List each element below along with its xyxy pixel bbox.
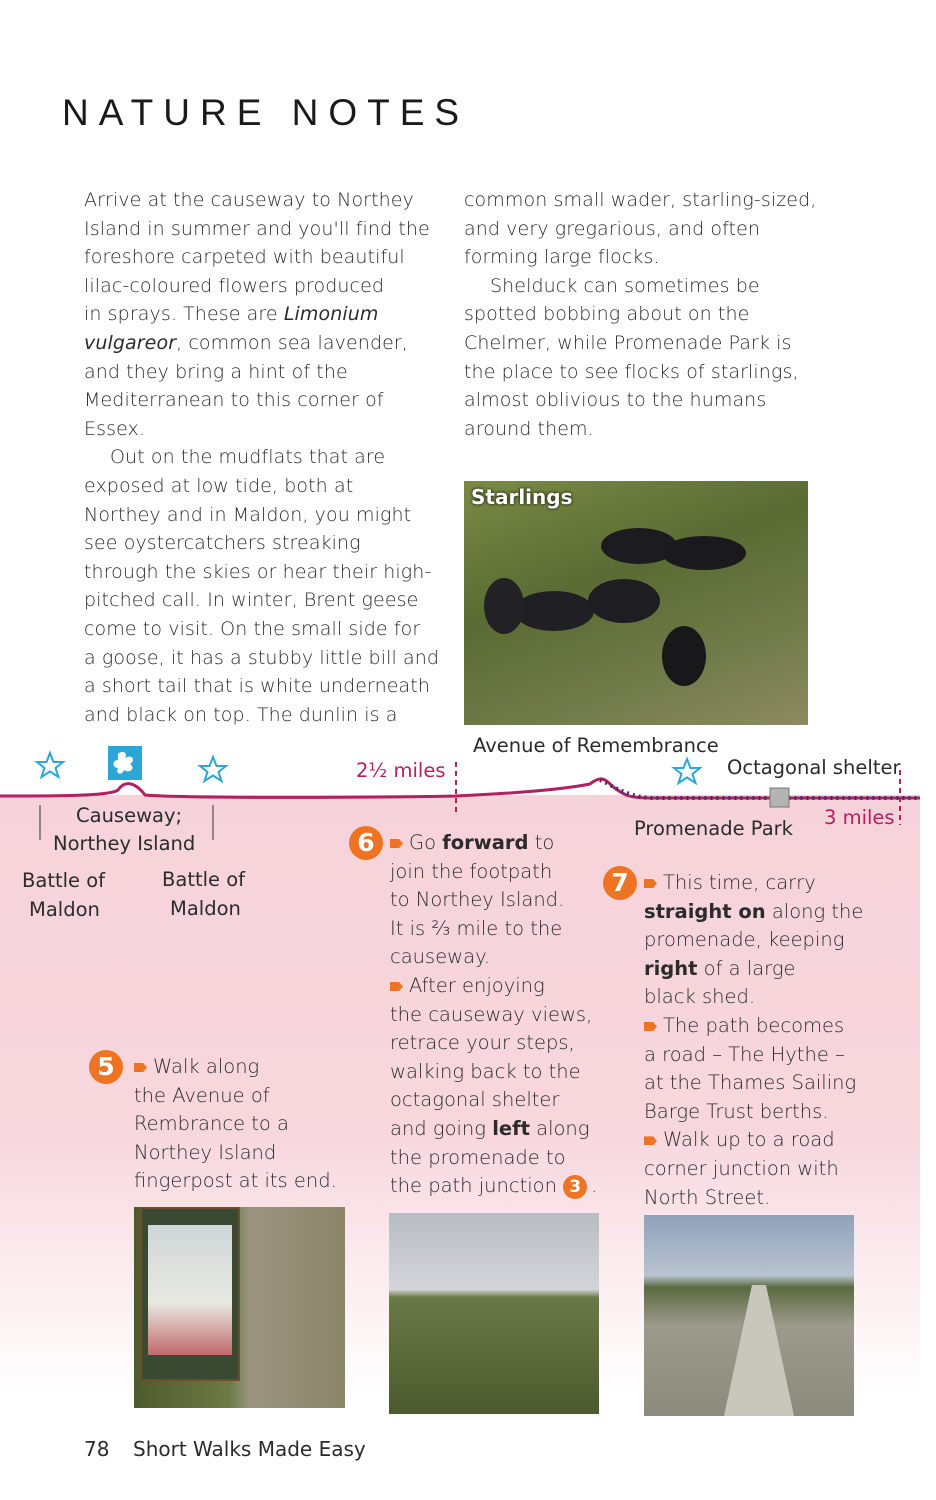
text-line <box>84 300 439 329</box>
starlings-photo <box>464 481 808 725</box>
text-segment: a road – The Hythe – <box>644 1042 845 1066</box>
text-segment: come to visit. On the small side for <box>84 617 421 640</box>
text-line <box>464 386 816 415</box>
text-line <box>134 1167 337 1196</box>
step-5-text <box>89 1050 337 1196</box>
step-7-text <box>603 866 863 1212</box>
text-line <box>84 558 439 587</box>
text-segment: left <box>492 1116 530 1140</box>
text-segment: Out on the mudflats that are <box>110 446 386 469</box>
text-segment: It is ⅔ mile to the <box>390 916 563 940</box>
text-segment: After enjoying <box>409 973 545 997</box>
text-segment: fingerpost at its end. <box>134 1169 337 1193</box>
text-line <box>390 886 597 915</box>
text-segment: the causeway views, <box>390 1002 593 1026</box>
starlings-illustration <box>464 481 808 725</box>
text-line <box>390 1086 597 1115</box>
text-line <box>84 529 439 558</box>
text-segment: forward <box>442 831 529 854</box>
text-segment: Barge Trust berths. <box>644 1099 829 1123</box>
text-segment: see oystercatchers streaking <box>84 532 361 555</box>
promenade-photo <box>644 1215 854 1416</box>
text-line <box>644 955 863 984</box>
text-segment: This time, carry <box>663 871 816 894</box>
text-segment: retrace your steps, <box>390 1031 575 1055</box>
label-maldon-right: Maldon <box>170 897 241 920</box>
label-northey-island: Northey Island <box>53 832 196 855</box>
text-line <box>134 1053 337 1082</box>
text-line <box>644 898 863 927</box>
arrow-icon <box>390 839 403 848</box>
text-segment: and they bring a hint of the <box>84 360 348 383</box>
text-segment: pitched call. In winter, Brent geese <box>84 589 419 612</box>
text-segment: Northey Island <box>134 1140 277 1164</box>
text-line <box>390 943 597 972</box>
label-causeway: Causeway; <box>76 804 183 827</box>
text-segment: North Street. <box>644 1185 771 1209</box>
text-segment: Mediterranean to this corner of <box>84 389 384 412</box>
text-segment: Shelduck can sometimes be <box>490 274 760 297</box>
text-line <box>390 972 597 1001</box>
step-7 <box>603 866 863 1212</box>
star-icon <box>200 757 226 781</box>
photo-caption: Starlings <box>471 485 573 509</box>
text-segment: the Avenue of <box>134 1083 270 1107</box>
text-segment: and very gregarious, and often <box>464 217 761 240</box>
text-line <box>134 1110 337 1139</box>
label-promenade-park: Promenade Park <box>634 817 793 840</box>
promenade-dotted-path <box>600 780 920 798</box>
text-segment: Walk up to a road <box>663 1128 835 1152</box>
text-line <box>390 915 597 944</box>
arrow-icon <box>390 982 403 991</box>
step-6-text <box>349 826 597 1201</box>
text-line <box>644 1126 863 1155</box>
text-segment: Island in summer and you'll find the <box>84 217 430 240</box>
text-line <box>390 1029 597 1058</box>
text-segment: , common sea lavender, <box>176 331 408 354</box>
step-reference-badge: 3 <box>563 1175 587 1199</box>
text-segment: along <box>529 1116 590 1140</box>
text-segment: to Northey Island. <box>390 888 565 912</box>
text-segment: along the <box>765 899 864 923</box>
step-number-badge: 6 <box>349 826 383 860</box>
text-segment: at the Thames Sailing <box>644 1071 857 1095</box>
arrow-icon <box>644 1136 657 1145</box>
text-line <box>464 272 816 301</box>
step-5 <box>89 1050 337 1196</box>
text-line <box>644 1069 863 1098</box>
text-segment: of a large <box>697 956 796 980</box>
text-line <box>84 672 439 701</box>
text-segment: Essex. <box>84 417 146 440</box>
arrow-icon <box>644 879 657 888</box>
text-segment: almost oblivious to the humans <box>464 389 767 412</box>
text-segment: foreshore carpeted with beautiful <box>84 246 405 269</box>
text-segment: vulgareor <box>84 331 177 354</box>
text-segment: Rembrance to a <box>134 1112 290 1136</box>
text-segment: exposed at low tide, both at <box>84 474 354 497</box>
causeway-photo <box>389 1213 599 1414</box>
left-column-text <box>84 186 439 729</box>
text-line <box>84 472 439 501</box>
text-segment: and going <box>390 1116 493 1140</box>
text-line <box>644 983 863 1012</box>
text-line <box>84 644 439 673</box>
text-segment: walking back to the <box>390 1059 581 1083</box>
text-segment: spotted bobbing about on the <box>464 303 750 326</box>
text-line <box>84 243 439 272</box>
text-line <box>84 386 439 415</box>
label-3-miles: 3 miles <box>824 806 895 829</box>
page-number: 78 <box>84 1437 110 1461</box>
text-segment: the promenade to <box>390 1145 566 1169</box>
text-segment: Arrive at the causeway to Northey <box>84 189 414 211</box>
text-line <box>644 1041 863 1070</box>
text-line <box>84 272 439 301</box>
text-segment: promenade, keeping <box>644 928 845 952</box>
text-line <box>84 329 439 358</box>
label-maldon-left: Maldon <box>29 898 100 921</box>
text-line <box>84 701 439 730</box>
text-line <box>464 186 816 215</box>
text-segment: causeway. <box>390 945 491 969</box>
text-segment: octagonal shelter <box>390 1088 560 1112</box>
text-line <box>464 415 816 444</box>
text-segment: Northey and in Maldon, you might <box>84 503 412 526</box>
arrow-icon <box>134 1063 147 1072</box>
text-line <box>464 300 816 329</box>
step-number-badge: 7 <box>603 866 637 900</box>
text-segment: common small wader, starling-sized, <box>464 189 817 211</box>
text-line <box>390 1172 597 1201</box>
text-line <box>84 615 439 644</box>
text-segment: black shed. <box>644 985 756 1009</box>
text-segment: the place to see flocks of starlings, <box>464 360 799 383</box>
text-line <box>464 358 816 387</box>
text-line <box>390 1001 597 1030</box>
text-line <box>644 1184 863 1213</box>
text-line <box>390 858 597 887</box>
text-line <box>644 869 863 898</box>
text-line <box>464 329 816 358</box>
text-line <box>84 501 439 530</box>
text-segment: lilac-coloured flowers produced <box>84 274 385 297</box>
text-segment: Go <box>409 831 443 854</box>
text-line <box>84 215 439 244</box>
text-line <box>390 1115 597 1144</box>
text-segment: The path becomes <box>663 1013 845 1037</box>
text-segment: join the footpath <box>390 859 553 883</box>
page-title: NATURE NOTES <box>62 92 470 133</box>
arrow-icon <box>644 1022 657 1031</box>
text-line <box>464 215 816 244</box>
label-battle-of-maldon-right: Battle of <box>162 868 246 891</box>
text-line <box>464 243 816 272</box>
text-segment: corner junction with <box>644 1156 839 1180</box>
information-board <box>140 1207 240 1381</box>
text-segment: a short tail that is white underneath <box>84 675 430 698</box>
text-segment: Limonium <box>283 303 379 326</box>
text-line <box>644 926 863 955</box>
text-segment: around them. <box>464 417 594 440</box>
step-number-badge: 5 <box>89 1050 123 1084</box>
text-segment: a goose, it has a stubby little bill and <box>84 646 440 669</box>
text-segment: through the skies or hear their high- <box>84 560 432 583</box>
label-battle-of-maldon-left: Battle of <box>22 869 106 892</box>
step-6 <box>349 826 597 1201</box>
star-icon <box>37 753 63 777</box>
text-segment: to <box>528 831 555 854</box>
path <box>724 1285 794 1416</box>
fingerpost-photo <box>134 1207 345 1408</box>
book-title: Short Walks Made Easy <box>133 1437 366 1461</box>
text-line <box>390 1144 597 1173</box>
label-octagonal-shelter: Octagonal shelter <box>727 756 901 779</box>
text-line <box>644 1155 863 1184</box>
text-segment: forming large flocks. <box>464 246 660 269</box>
text-segment: right <box>644 956 698 980</box>
text-line <box>390 829 597 858</box>
text-line <box>644 1012 863 1041</box>
text-line <box>644 1098 863 1127</box>
label-avenue-of-remembrance: Avenue of Remembrance <box>473 734 719 757</box>
text-line <box>134 1082 337 1111</box>
text-segment: in sprays. These are <box>84 303 284 326</box>
text-line <box>84 586 439 615</box>
text-segment: . <box>591 1174 598 1198</box>
text-segment: straight on <box>644 899 766 923</box>
text-line <box>84 415 439 444</box>
text-line <box>84 443 439 472</box>
star-icon <box>674 759 700 783</box>
text-segment: the path junction <box>390 1174 564 1198</box>
text-segment: Chelmer, while Promenade Park is <box>464 331 792 354</box>
text-line <box>390 1058 597 1087</box>
text-line <box>134 1139 337 1168</box>
text-line <box>84 186 439 215</box>
text-segment: and black on top. The dunlin is a <box>84 703 398 726</box>
octagonal-shelter-icon <box>770 788 789 807</box>
text-segment: Walk along <box>153 1055 260 1078</box>
text-line <box>84 358 439 387</box>
label-2-5-miles: 2½ miles <box>356 759 446 782</box>
right-column-text <box>464 186 816 443</box>
